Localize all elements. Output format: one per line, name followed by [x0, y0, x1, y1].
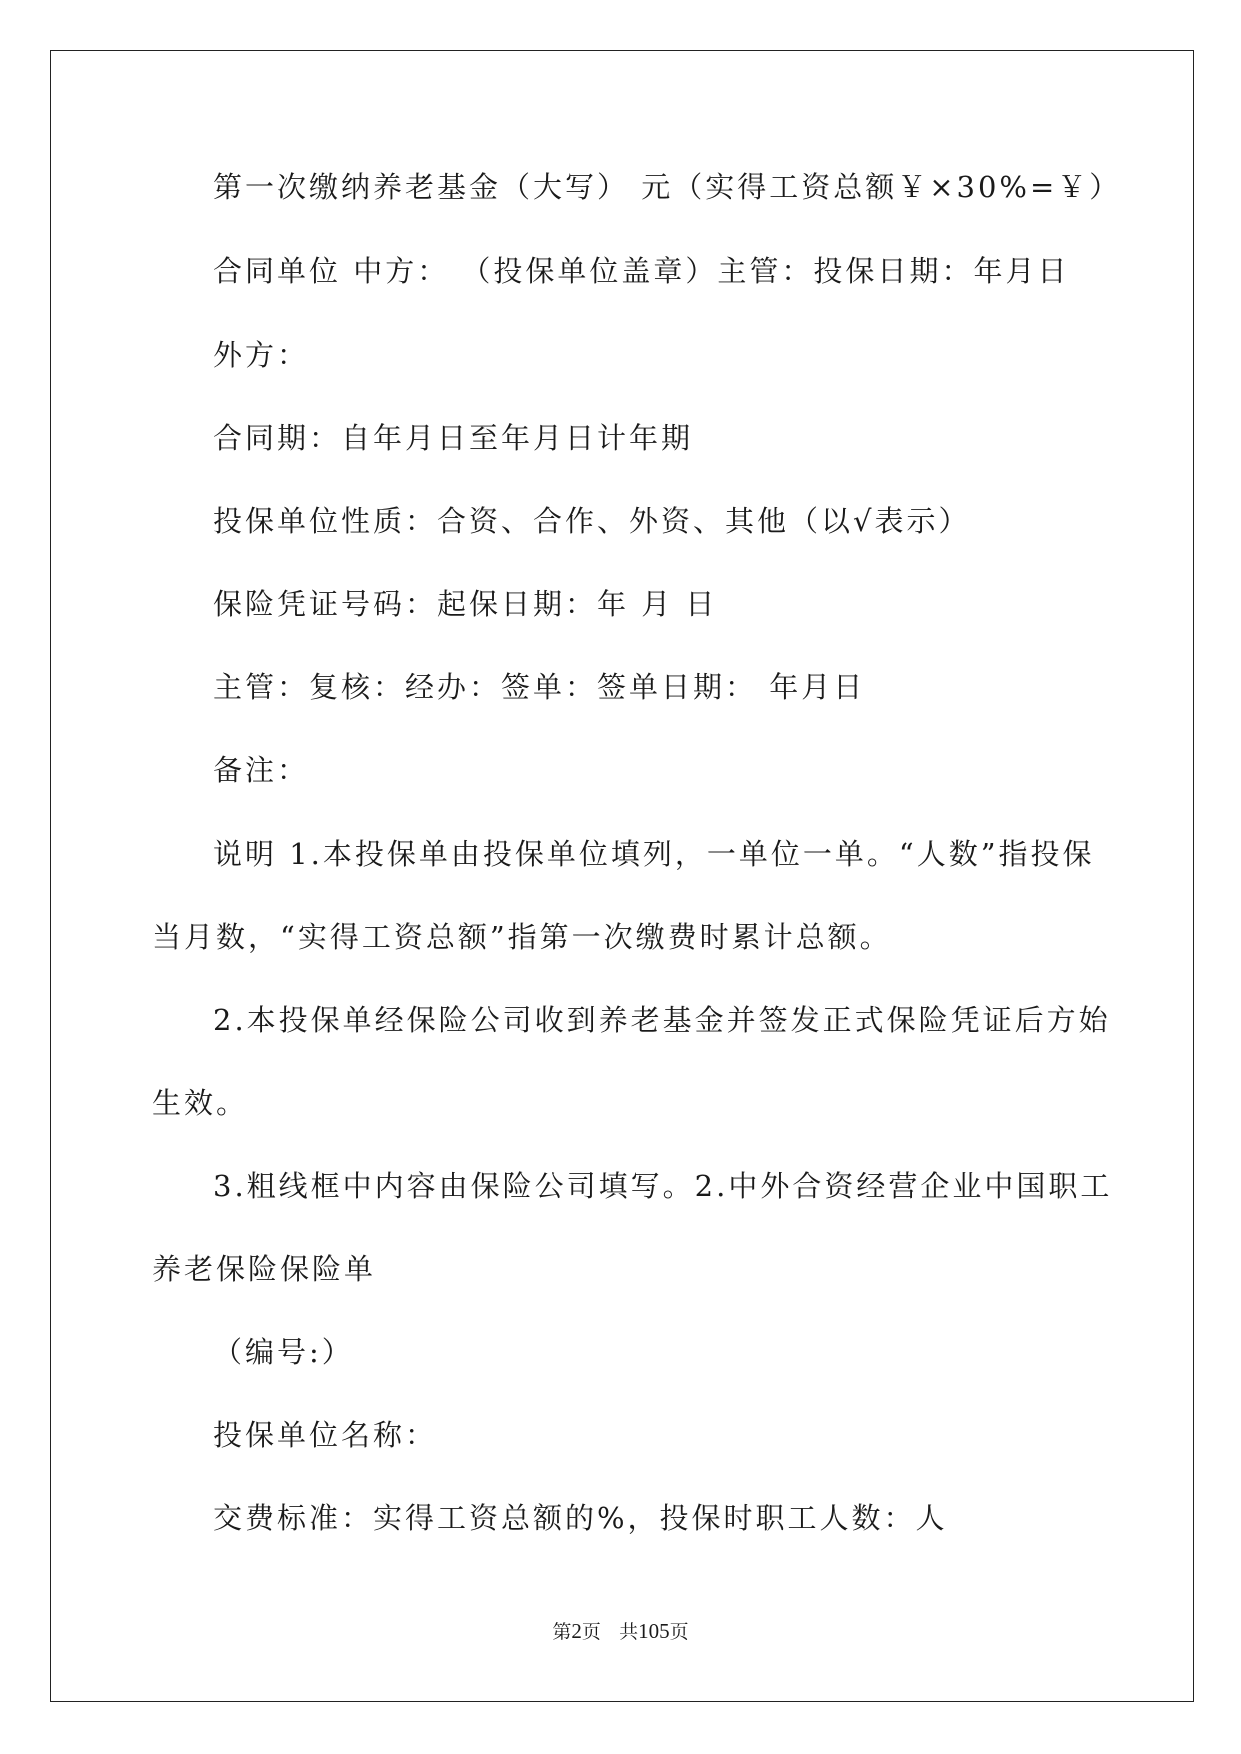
text-line-note-3b: 养老保险保险单: [152, 1252, 377, 1286]
text-line-note-3a: 3.粗线框中内容由保险公司填写。2.中外合资经营企业中国职工: [213, 1169, 1113, 1203]
text-line-note-1a: 说明 1.本投保单由投保单位填列，一单位一单。“人数”指投保: [213, 837, 1095, 871]
text-line-foreign-party: 外方：: [213, 338, 310, 372]
page-prefix: 第: [552, 1621, 572, 1643]
total-suffix: 页: [669, 1621, 689, 1643]
text-line-certificate-number: 保险凭证号码：起保日期：年 月 日: [213, 587, 718, 621]
text-line-note-2b: 生效。: [152, 1086, 249, 1120]
page-footer: [0, 1618, 1241, 1645]
text-line-unit-name: 投保单位名称：: [213, 1418, 438, 1452]
text-line-serial-number: （编号:）: [213, 1335, 354, 1369]
text-line-contribution: 第一次缴纳养老基金（大写） 元（实得工资总额￥×30%=￥）: [213, 170, 1122, 204]
text-line-remarks: 备注：: [213, 753, 310, 787]
total-pages: 105: [638, 1619, 670, 1643]
page-suffix: 页: [581, 1621, 601, 1643]
text-line-contract-period: 合同期：自年月日至年月日计年期: [213, 421, 694, 455]
text-line-signatures: 主管：复核：经办：签单：签单日期： 年月日: [213, 670, 866, 704]
text-line-note-1b: 当月数，“实得工资总额”指第一次缴费时累计总额。: [152, 920, 892, 954]
text-line-contract-unit: 合同单位 中方： （投保单位盖章）主管：投保日期：年月日: [213, 254, 1070, 288]
total-prefix: 共: [619, 1621, 639, 1643]
text-line-note-2a: 2.本投保单经保险公司收到养老基金并签发正式保险凭证后方始: [213, 1003, 1111, 1037]
text-line-fee-standard: 交费标准：实得工资总额的%，投保时职工人数：人: [213, 1501, 948, 1535]
page-number: 2: [571, 1619, 582, 1643]
text-line-unit-nature: 投保单位性质：合资、合作、外资、其他（以√表示）: [213, 504, 971, 538]
